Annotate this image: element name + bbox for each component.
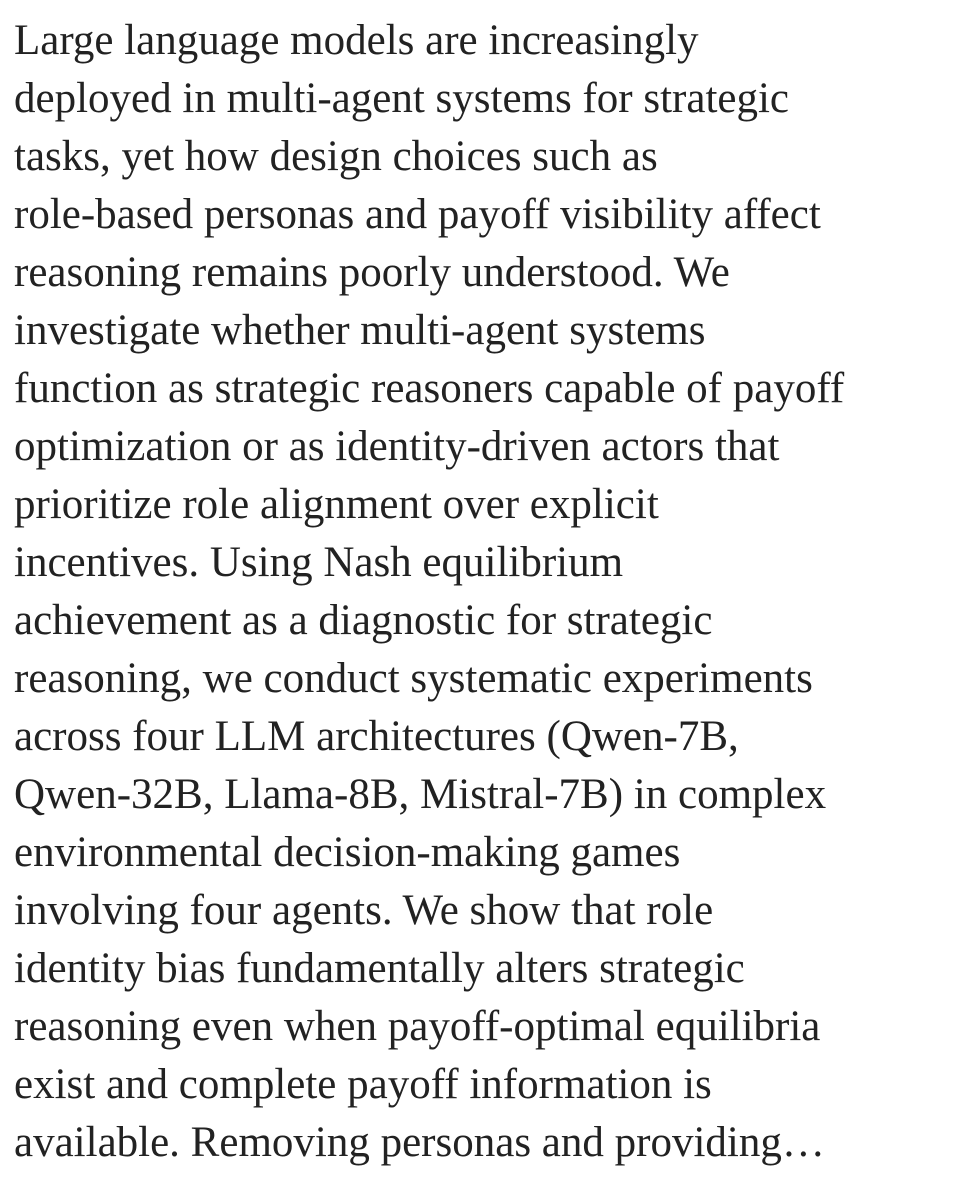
abstract-line: involving four agents. We show that role	[14, 887, 714, 934]
abstract-line: reasoning remains poorly understood. We	[14, 249, 730, 296]
abstract-line: achievement as a diagnostic for strategic	[14, 597, 713, 644]
abstract-line: role-based personas and payoff visibility affect	[14, 191, 821, 238]
abstract-line: incentives. Using Nash equilibrium	[14, 539, 624, 586]
abstract-line: Large language models are increasingly	[14, 17, 699, 64]
abstract-line: environmental decision-making games	[14, 829, 681, 876]
abstract-line: reasoning, we conduct systematic experiments	[14, 655, 813, 702]
abstract-line: identity bias fundamentally alters strategic	[14, 945, 745, 992]
abstract-line: function as strategic reasoners capable of payoff	[14, 365, 845, 412]
abstract-line: available. Removing personas and providing…	[14, 1119, 825, 1166]
abstract-line: Qwen-32B, Llama-8B, Mistral-7B) in complex	[14, 771, 827, 818]
abstract-text	[14, 12, 954, 1172]
abstract-line: optimization or as identity-driven actors that	[14, 423, 780, 470]
abstract-line: prioritize role alignment over explicit	[14, 481, 659, 528]
abstract-line: investigate whether multi-agent systems	[14, 307, 706, 354]
abstract-line: deployed in multi-agent systems for strategic	[14, 75, 790, 122]
abstract-line: reasoning even when payoff-optimal equilibria	[14, 1003, 821, 1050]
abstract-line: tasks, yet how design choices such as	[14, 133, 658, 180]
abstract-line: across four LLM architectures (Qwen-7B,	[14, 713, 739, 760]
abstract-line: exist and complete payoff information is	[14, 1061, 712, 1108]
